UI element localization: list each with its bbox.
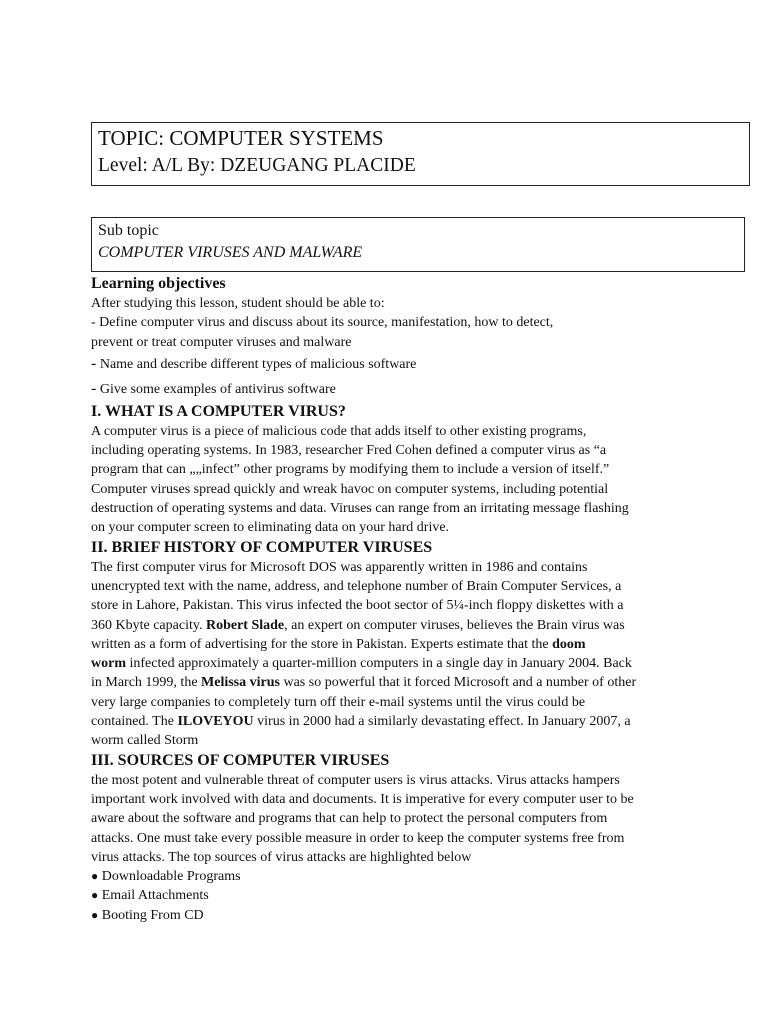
paragraph-line: very large companies to completely turn off their e-mail systems until the virus could be bbox=[91, 694, 586, 710]
paragraph-line bbox=[91, 635, 691, 654]
list-item bbox=[91, 886, 691, 905]
objective-text: Name and describe different types of malicious software bbox=[99, 356, 417, 372]
paragraph-line: on your computer screen to eliminating data on your hard drive. bbox=[91, 520, 450, 536]
paragraph-line bbox=[91, 673, 691, 692]
list-item bbox=[91, 867, 691, 886]
objectives-intro: After studying this lesson, student should be able to: bbox=[91, 296, 385, 311]
paragraph-line bbox=[91, 654, 691, 673]
objective-text: Give some examples of antivirus software bbox=[99, 381, 336, 397]
paragraph-line: destruction of operating systems and data. Viruses can range from an irritating message flashing bbox=[91, 501, 629, 517]
bold-term: Robert Slade bbox=[205, 617, 285, 633]
paragraph-line: A computer virus is a piece of malicious code that adds itself to other existing programs, bbox=[91, 423, 587, 439]
paragraph-line: attacks. One must take every possible measure in order to keep the computer systems free from bbox=[91, 830, 625, 846]
paragraph-line bbox=[91, 712, 691, 731]
paragraph-line: the most potent and vulnerable threat of computer users is virus attacks. Virus attacks hampers bbox=[91, 772, 620, 788]
objective-item bbox=[91, 377, 691, 402]
text-run: in March 1999, the bbox=[91, 675, 202, 691]
section-heading: II. BRIEF HISTORY OF COMPUTER VIRUSES bbox=[91, 538, 433, 556]
bold-term: ILOVEYOU bbox=[177, 714, 254, 730]
topic-box bbox=[91, 122, 750, 186]
paragraph-line: program that can „„infect” other programs by modifying them to include a version of itself.” bbox=[91, 462, 610, 478]
list-item-text: Downloadable Programs bbox=[101, 869, 241, 885]
bold-term: worm bbox=[91, 656, 126, 672]
dash-marker: - bbox=[91, 354, 97, 372]
text-run: contained. The bbox=[91, 714, 178, 730]
paragraph-line: store in Lahore, Pakistan. This virus infected the boot sector of 5¼-inch floppy diskettes with a bbox=[91, 598, 624, 614]
paragraph-line: virus attacks. The top sources of virus attacks are highlighted below bbox=[91, 849, 472, 865]
objective-item bbox=[91, 352, 691, 377]
bullet-icon: ● bbox=[91, 869, 99, 884]
paragraph-line bbox=[91, 616, 691, 635]
text-run: 360 Kbyte capacity. bbox=[91, 617, 206, 633]
subtopic-label: Sub topic bbox=[98, 222, 159, 239]
paragraph-line: important work involved with data and documents. It is imperative for every computer user to be bbox=[91, 791, 634, 807]
paragraph-line: unencrypted text with the name, address, and telephone number of Brain Computer Services, a bbox=[91, 578, 622, 594]
section-heading: I. WHAT IS A COMPUTER VIRUS? bbox=[91, 402, 346, 420]
dash-marker: - bbox=[91, 379, 97, 397]
text-run: was so powerful that it forced Microsoft and a number of other bbox=[279, 675, 637, 691]
paragraph-line: worm called Storm bbox=[91, 733, 199, 749]
bold-term: Melissa virus bbox=[201, 675, 280, 691]
list-item-text: Email Attachments bbox=[101, 888, 209, 904]
subtopic-title: COMPUTER VIRUSES AND MALWARE bbox=[98, 244, 363, 261]
topic-title: TOPIC: COMPUTER SYSTEMS bbox=[98, 126, 384, 150]
list-item bbox=[91, 906, 691, 925]
subtopic-box bbox=[91, 217, 745, 272]
section-heading: III. SOURCES OF COMPUTER VIRUSES bbox=[91, 751, 390, 769]
paragraph-line: including operating systems. In 1983, researcher Fred Cohen defined a computer virus as “a bbox=[91, 443, 607, 459]
bullet-icon: ● bbox=[91, 907, 99, 922]
paragraph-line: The first computer virus for Microsoft DOS was apparently written in 1986 and contains bbox=[91, 559, 588, 575]
bullet-icon: ● bbox=[91, 888, 99, 903]
list-item-text: Booting From CD bbox=[101, 907, 204, 923]
text-run: infected approximately a quarter-million computers in a single day in January 2004. Back bbox=[126, 656, 632, 672]
paragraph-line: Computer viruses spread quickly and wreak havoc on computer systems, including potential bbox=[91, 481, 609, 497]
level-author: Level: A/L By: DZEUGANG PLACIDE bbox=[98, 155, 416, 176]
text-run: virus in 2000 had a similarly devastating effect. In January 2007, a bbox=[253, 714, 631, 730]
text-run: written as a form of advertising for the store in Pakistan. Experts estimate that the bbox=[91, 636, 553, 652]
paragraph-line: aware about the software and programs that can help to protect the personal computers from bbox=[91, 811, 608, 827]
objective-item-cont: prevent or treat computer viruses and malware bbox=[91, 334, 352, 350]
text-run: , an expert on computer viruses, believes the Brain virus was bbox=[284, 617, 625, 633]
bold-term: doom bbox=[552, 636, 586, 652]
objective-item: - Define computer virus and discuss about its source, manifestation, how to detect, bbox=[91, 315, 554, 331]
objectives-heading: Learning objectives bbox=[91, 275, 226, 292]
document-body bbox=[91, 274, 691, 925]
